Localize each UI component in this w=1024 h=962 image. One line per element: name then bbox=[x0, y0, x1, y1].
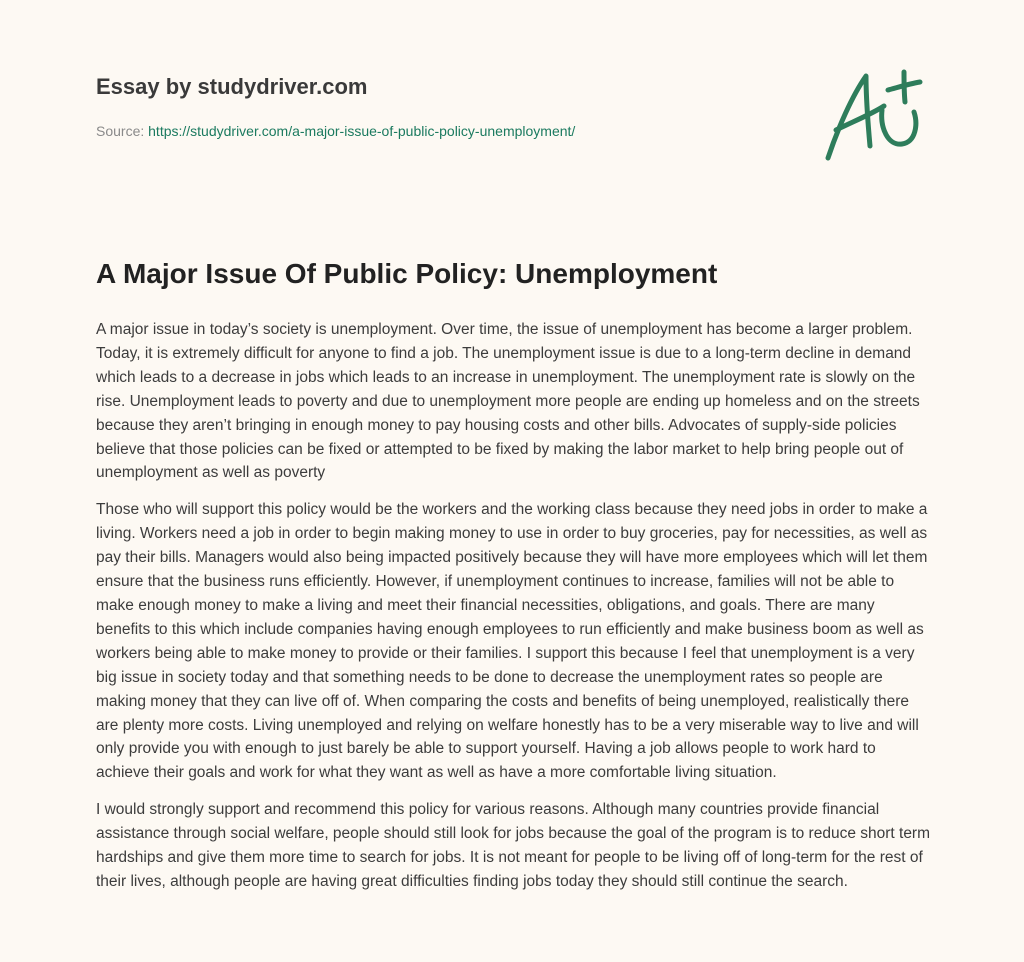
essay-paragraph-1: A major issue in today’s society is unemployment. Over time, the issue of unemployment has become a larger problem. Today, it is extremely difficult for anyone to find a job. The unemployment issue is due to a long-term decline in demand which leads to a decrease in jobs which leads to an increase in unemployment. The unemployment rate is slowly on the rise. Unemployment leads to poverty and due to unemployment more people are ending up homeless and on the streets because they aren’t bringing in enough money to pay housing costs and other bills. Advocates of supply-side policies believe that those policies can be fixed or attempted to be fixed by making the labor market to help bring people out of unemployment as well as poverty bbox=[96, 321, 920, 482]
essay-paragraph-3: I would strongly support and recommend this policy for various reasons. Although many countries provide financial assistance through social welfare, people should still look for jobs because the goal of the program is to reduce short term hardships and give them more time to search for jobs. It is not meant for people to be living off of long-term for the rest of their lives, although people are having great difficulties finding jobs today they should still continue the search. bbox=[96, 801, 931, 890]
source-link[interactable]: https://studydriver.com/a-major-issue-of-public-policy-unemployment/ bbox=[148, 123, 576, 139]
brand-title: Essay by studydriver.com bbox=[96, 74, 368, 99]
source-line bbox=[96, 123, 575, 139]
a-plus-logo-icon bbox=[822, 66, 926, 166]
source-label: Source: bbox=[96, 123, 149, 139]
essay-body bbox=[96, 252, 930, 907]
essay-title: A Major Issue Of Public Policy: Unemployment bbox=[96, 258, 718, 289]
page-header bbox=[96, 0, 928, 200]
essay-paragraph-2: Those who will support this policy would be the workers and the working class because they need jobs in order to make a living. Workers need a job in order to begin making money to use in order to buy groceries, pay for necessities, as well as pay their bills. Managers would also being impacted positively because they will have more employees which will let them ensure that the business runs efficiently. However, if unemployment continues to increase, families will not be able to make enough money to make a living and meet their financial necessities, obligations, and goals. There are many benefits to this which include companies having enough employees to run efficiently and make business boom as well as workers being able to make money to provide or their families. I support this because I feel that unemployment is a very big issue in society today and that something needs to be done to decrease the unemployment rates so people are making money that they can live off of. When comparing the costs and benefits of being unemployed, realistically there are plenty more costs. Living unemployed and relying on welfare honestly has to be a very miserable way to live and will only provide you with enough to just barely be able to support yourself. Having a job allows people to work hard to achieve their goals and work for what they want as well as have a more comfortable living situation. bbox=[96, 501, 928, 782]
